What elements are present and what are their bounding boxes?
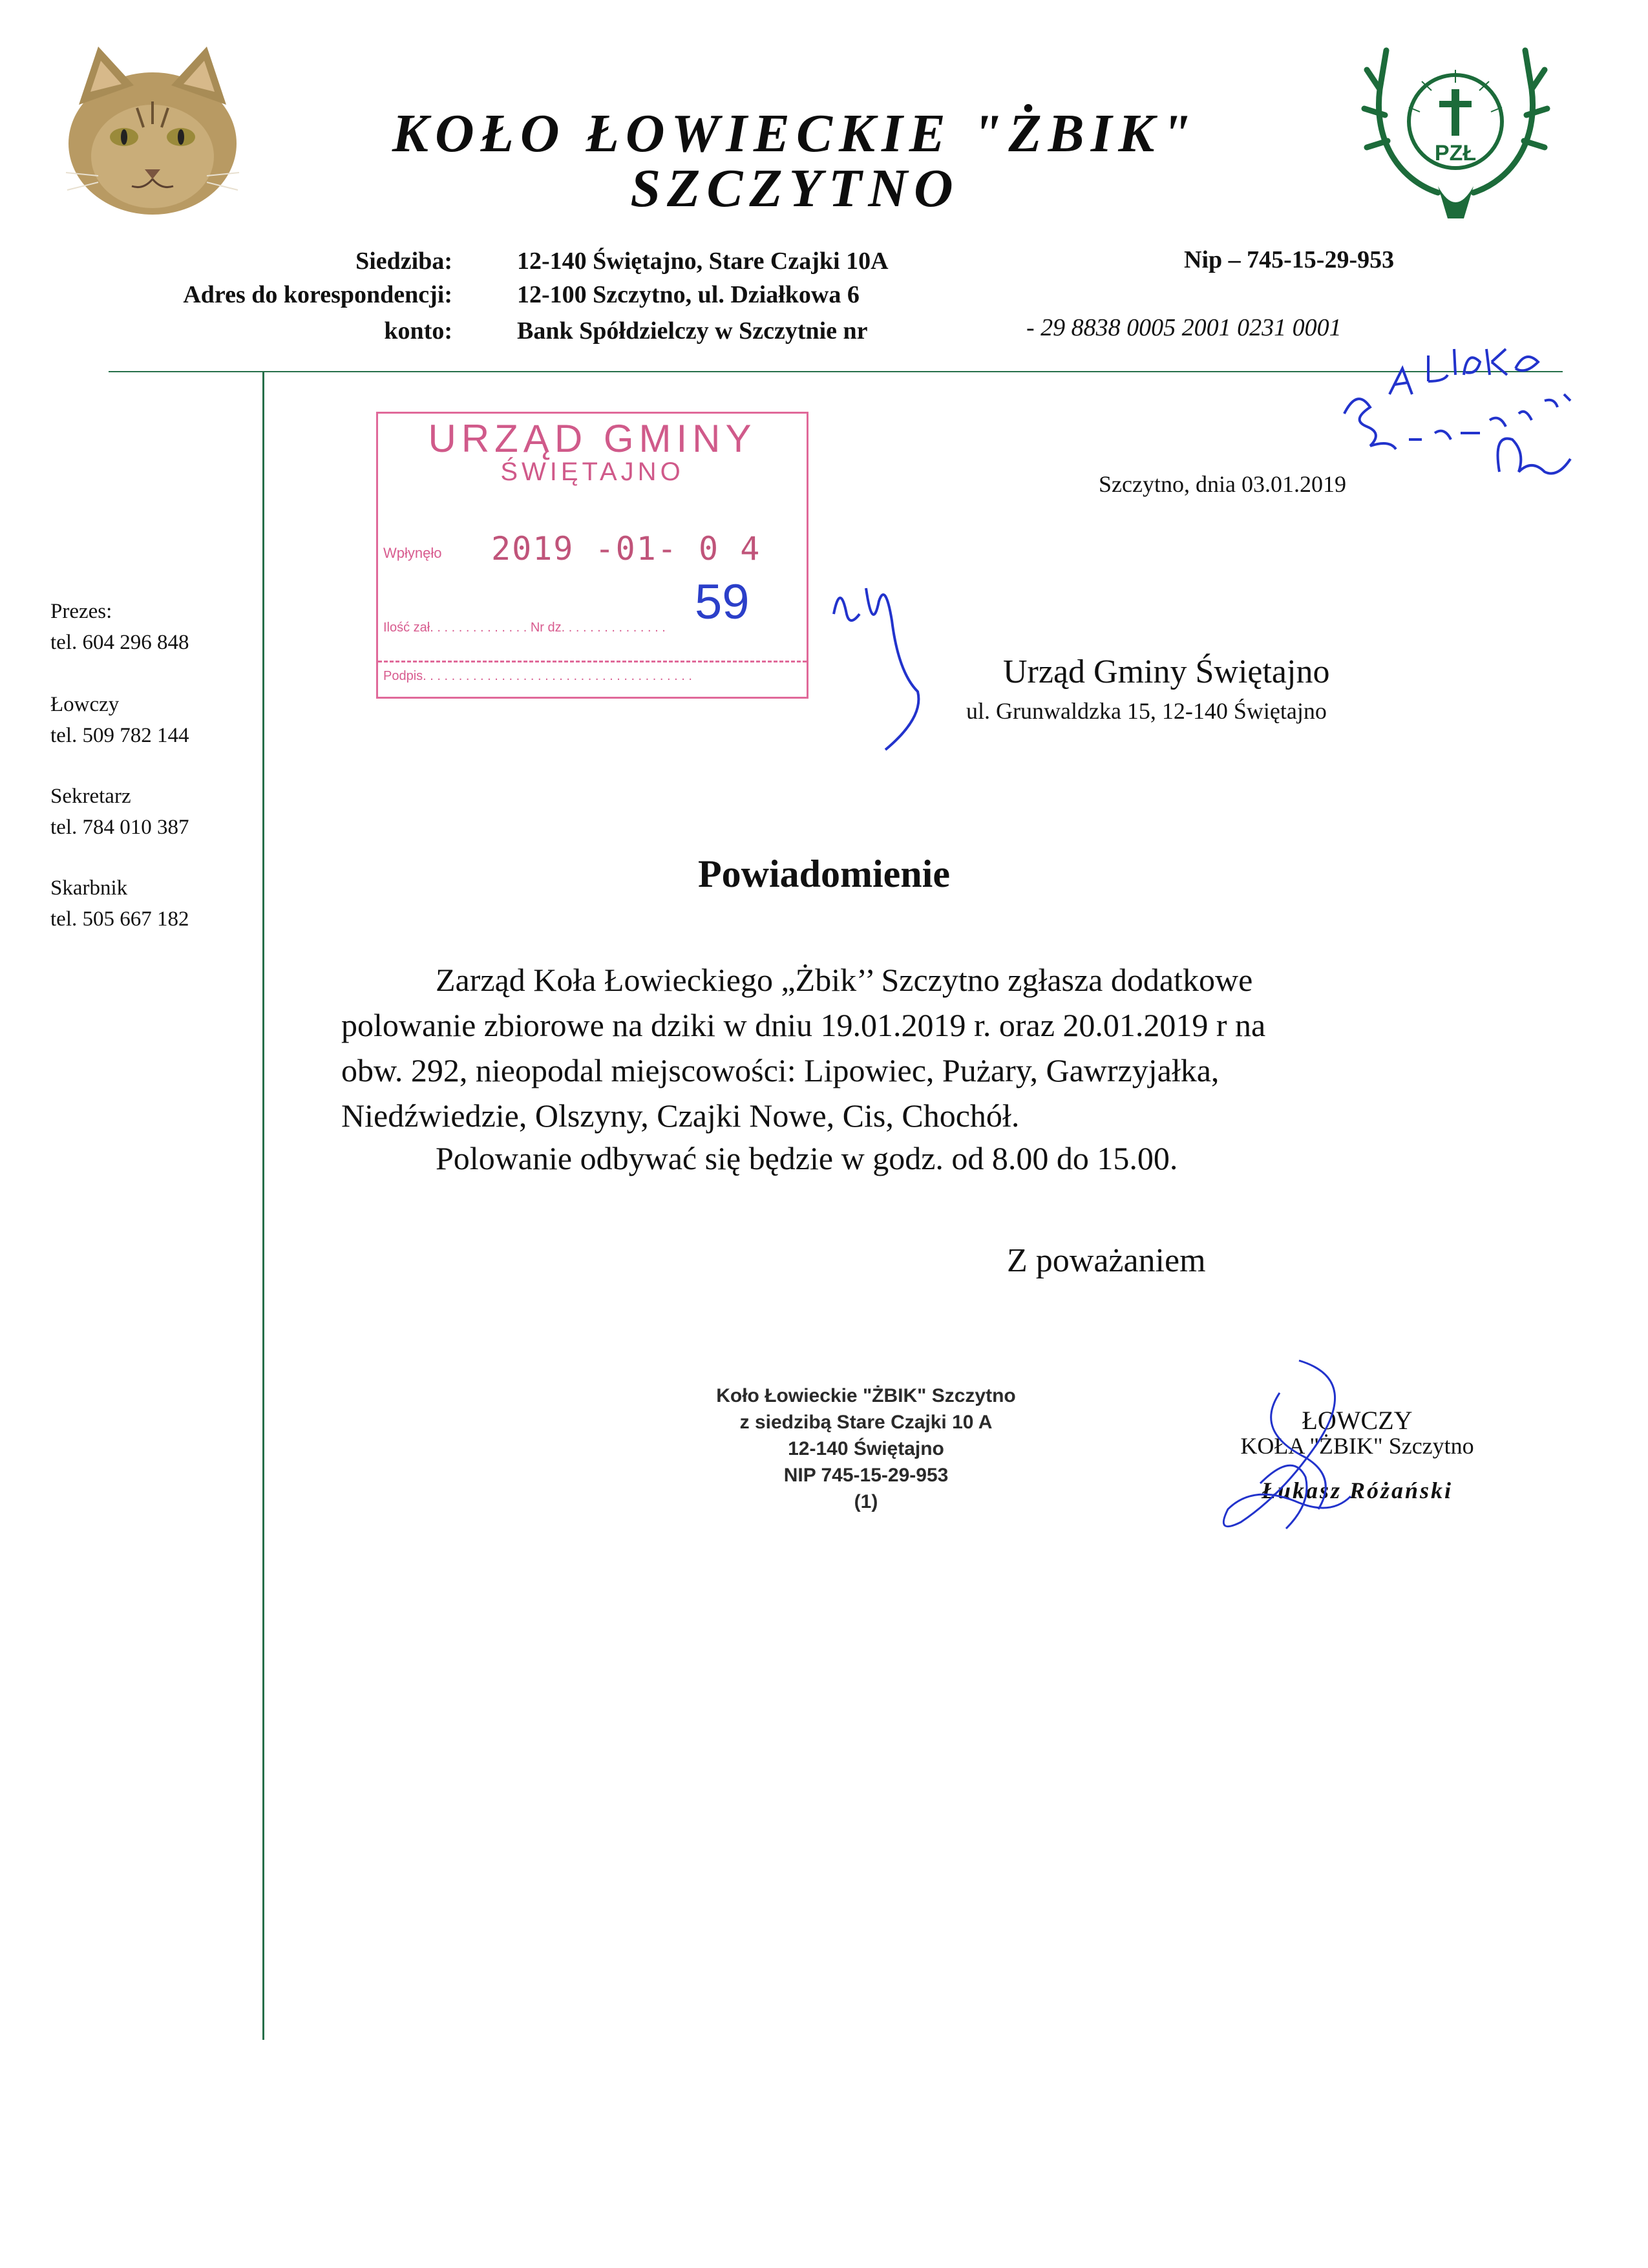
handwritten-signature [1202, 1354, 1383, 1548]
handwritten-initials [827, 575, 931, 769]
contact-phone: tel. 604 296 848 [50, 631, 189, 654]
wildcat-logo [59, 47, 246, 221]
body-line-5: Polowanie odbywać się będzie w godz. od 8.00 do 15.00. [436, 1140, 1178, 1176]
correspondence-value: 12-100 Szczytno, ul. Działkowa 6 [517, 281, 860, 308]
signature-name: Łukasz Różański [1261, 1478, 1453, 1503]
stamp-received-date: 2019 -01- 0 4 [491, 530, 761, 567]
contact-president [50, 596, 189, 658]
club-stamp-line-3: 12-140 Świętajno [788, 1438, 944, 1459]
contact-phone: tel. 509 782 144 [50, 724, 189, 747]
stamp-handwritten-number: 59 [695, 575, 750, 630]
contact-role: Skarbnik [50, 876, 128, 900]
stamp-received-label: Wpłynęło [383, 545, 442, 561]
seat-value: 12-140 Świętajno, Stare Czajki 10A [517, 248, 889, 275]
nip-number: Nip – 745-15-29-953 [1184, 246, 1395, 273]
contact-role: Sekretarz [50, 785, 131, 808]
pzl-emblem [1360, 31, 1551, 225]
document-title: Powiadomienie [698, 853, 950, 895]
recipient-address: ul. Grunwaldzka 15, 12-140 Świętajno [966, 698, 1327, 724]
recipient-name: Urząd Gminy Świętajno [1003, 653, 1330, 690]
club-stamp-line-5: (1) [854, 1491, 878, 1512]
contact-secretary [50, 781, 189, 843]
signature-org: KOŁA "ŻBIK" Szczytno [1240, 1433, 1474, 1459]
pzl-text: PZŁ [1434, 141, 1477, 165]
body-line-4: Niedźwiedzie, Olszyny, Czajki Nowe, Cis, Chochół. [341, 1097, 1020, 1134]
handwritten-receipt-note [1331, 310, 1596, 491]
account-number: - 29 8838 0005 2001 0231 0001 [1026, 314, 1342, 341]
account-label: konto: [384, 317, 452, 344]
body-line-2: polowanie zbiorowe na dziki w dniu 19.01.2019 r. oraz 20.01.2019 r na [341, 1007, 1266, 1043]
seat-label: Siedziba: [355, 248, 452, 275]
club-stamp-line-2: z siedzibą Stare Czajki 10 A [739, 1412, 993, 1433]
contact-phone: tel. 784 010 387 [50, 816, 189, 839]
club-stamp-line-1: Koło Łowieckie "ŻBIK" Szczytno [716, 1385, 1016, 1406]
body-line-1: Zarząd Koła Łowieckiego „Żbik’’ Szczytno zgłasza dodatkowe [436, 962, 1253, 998]
stamp-subtitle: ŚWIĘTAJNO [500, 458, 684, 486]
contact-role: Prezes: [50, 600, 112, 623]
stamp-title: URZĄD GMINY [428, 417, 757, 460]
club-title-city: SZCZYTNO [630, 158, 960, 218]
correspondence-label: Adres do korespondencji: [183, 281, 452, 308]
sidebar-divider [262, 372, 264, 2040]
closing: Z poważaniem [1007, 1242, 1206, 1279]
account-bank: Bank Spółdzielczy w Szczytnie nr [517, 317, 868, 344]
signature-title: ŁOWCZY [1302, 1406, 1413, 1435]
club-title: KOŁO ŁOWIECKIE "ŻBIK" [392, 103, 1198, 164]
stamp-divider [378, 661, 807, 662]
club-stamp-line-4: NIP 745-15-29-953 [783, 1465, 949, 1486]
stamp-attachments-row: Ilość zał. . . . . . . . . . . . . . Nr dz. . . . . . . . . . . . . . . [383, 620, 666, 635]
body-line-3: obw. 292, nieopodal miejscowości: Lipowiec, Pużary, Gawrzyjałka, [341, 1052, 1220, 1088]
contact-role: Łowczy [50, 693, 120, 716]
incoming-stamp [376, 412, 808, 699]
document-date: Szczytno, dnia 03.01.2019 [1099, 471, 1346, 497]
contact-phone: tel. 505 667 182 [50, 907, 189, 931]
contact-hunting-master [50, 689, 189, 751]
stamp-signature-row: Podpis. . . . . . . . . . . . . . . . . . . . . . . . . . . . . . . . . . . . . . [383, 669, 692, 683]
